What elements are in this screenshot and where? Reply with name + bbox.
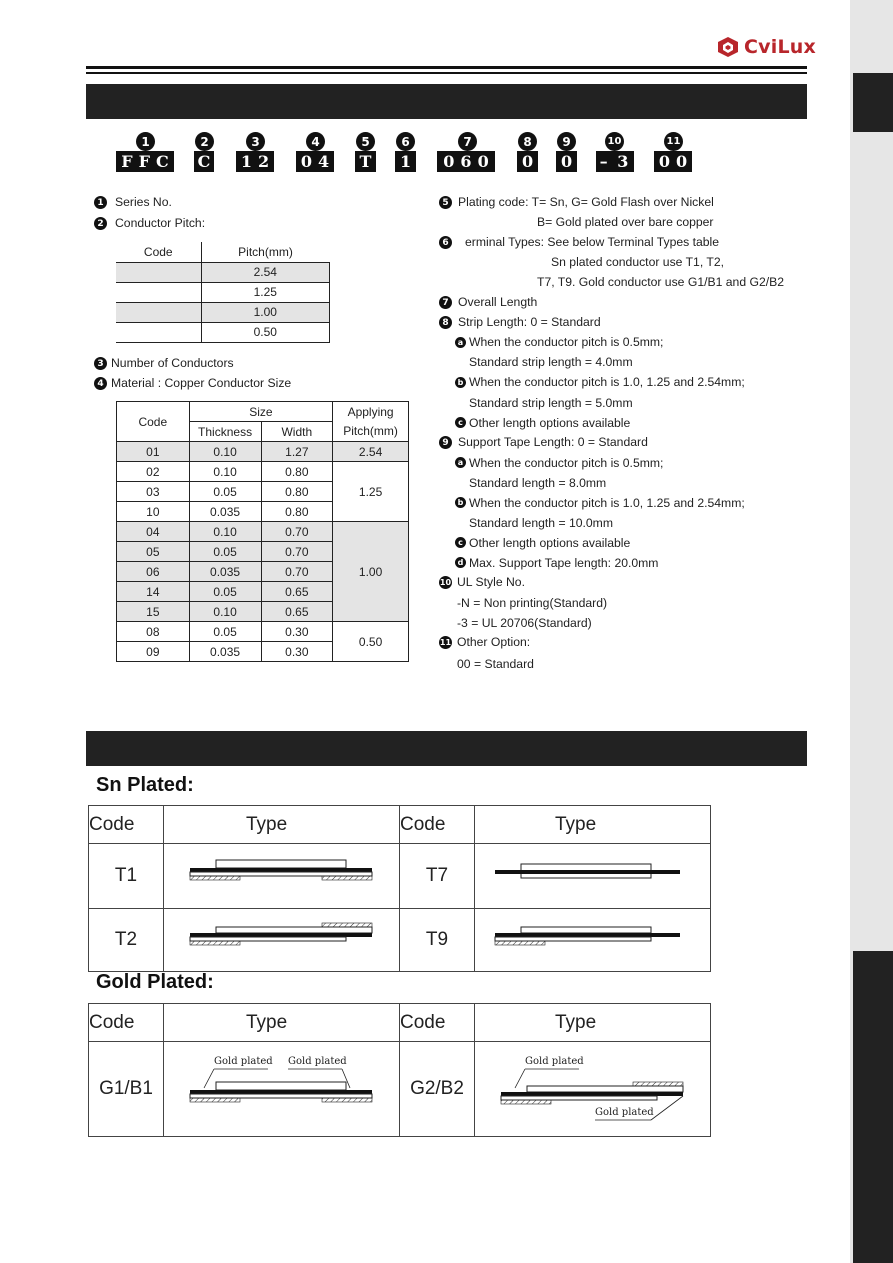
sub-marker-c: c bbox=[455, 537, 466, 548]
size-row-code: 06 bbox=[117, 562, 190, 582]
other-option-label: Other Option: bbox=[457, 635, 531, 649]
support-b-line1: When the conductor pitch is 1.0, 1.25 and 2.54mm; bbox=[469, 496, 745, 510]
pn-index-11: 11 bbox=[664, 132, 683, 151]
size-row-width: 0.65 bbox=[261, 582, 333, 602]
marker-8: 8 bbox=[439, 316, 452, 329]
size-pitch-group: 0.50 bbox=[333, 622, 409, 662]
size-row-width: 0.30 bbox=[261, 642, 333, 662]
pn-index-6: 6 bbox=[396, 132, 415, 151]
brand-hexagon-icon bbox=[717, 37, 739, 57]
gold-th-type-1: Type bbox=[164, 1004, 400, 1042]
ordering-info-bar bbox=[86, 84, 807, 119]
brand-name: CviLux bbox=[744, 36, 816, 58]
marker-7: 7 bbox=[439, 296, 452, 309]
marker-3: 3 bbox=[94, 357, 107, 370]
support-tape-label: Support Tape Length: 0 = Standard bbox=[458, 435, 648, 449]
pn-index-7: 7 bbox=[458, 132, 477, 151]
sn-code-t1: T1 bbox=[89, 844, 164, 909]
conductor-pitch-label: Conductor Pitch: bbox=[115, 216, 206, 230]
size-row-thickness: 0.05 bbox=[189, 582, 261, 602]
pn-segment-10: – 3 bbox=[596, 151, 634, 172]
pitch-code-cell bbox=[116, 322, 201, 342]
size-row-thickness: 0.05 bbox=[189, 622, 261, 642]
pitch-value-cell: 1.25 bbox=[201, 282, 330, 302]
sn-th-type-2: Type bbox=[475, 806, 711, 844]
other-option-1: 00 = Standard bbox=[457, 657, 534, 671]
size-row-thickness: 0.10 bbox=[189, 522, 261, 542]
pn-segment-11: 00 bbox=[654, 151, 692, 172]
series-no-label: Series No. bbox=[115, 195, 172, 209]
size-row-thickness: 0.035 bbox=[189, 502, 261, 522]
brand-logo bbox=[717, 36, 816, 58]
gold-diagram-g2b2 bbox=[475, 1042, 711, 1137]
strip-b-line2: Standard strip length = 5.0mm bbox=[469, 396, 633, 410]
size-row-code: 15 bbox=[117, 602, 190, 622]
pn-segment-9: 0 bbox=[556, 151, 577, 172]
support-b-line2: Standard length = 10.0mm bbox=[469, 516, 613, 530]
gold-th-type-2: Type bbox=[475, 1004, 711, 1042]
terminal-t1-diagram bbox=[164, 844, 399, 902]
size-row-code: 10 bbox=[117, 502, 190, 522]
support-a-line1: When the conductor pitch is 0.5mm; bbox=[469, 456, 664, 470]
terminal-g1b1-diagram bbox=[164, 1042, 399, 1136]
ul-option-1: -N = Non printing(Standard) bbox=[457, 596, 608, 610]
terminal-t7-diagram bbox=[475, 844, 710, 902]
size-row-width: 0.80 bbox=[261, 482, 333, 502]
section-tab-upper bbox=[853, 73, 893, 132]
gold-code-g1b1: G1/B1 bbox=[89, 1042, 164, 1137]
pn-index-8: 8 bbox=[518, 132, 537, 151]
size-row-code: 04 bbox=[117, 522, 190, 542]
sn-diagram-t7 bbox=[475, 844, 711, 909]
size-pitch-group: 2.54 bbox=[333, 442, 409, 462]
sn-th-code-1: Code bbox=[89, 806, 164, 844]
marker-10: 10 bbox=[439, 578, 452, 587]
terminal-t9-diagram bbox=[475, 909, 710, 965]
size-row-width: 0.70 bbox=[261, 522, 333, 542]
pn-index-9: 9 bbox=[557, 132, 576, 151]
marker-9: 9 bbox=[439, 436, 452, 449]
marker-2: 2 bbox=[94, 217, 107, 230]
pitch-value-cell: 0.50 bbox=[201, 322, 330, 342]
terminal-types-bar bbox=[86, 731, 807, 766]
size-row-thickness: 0.05 bbox=[189, 542, 261, 562]
size-th-code: Code bbox=[117, 402, 190, 442]
pn-segment-7: 060 bbox=[437, 151, 495, 172]
size-row-width: 1.27 bbox=[261, 442, 333, 462]
gold-plated-label: Gold plated bbox=[525, 1056, 584, 1067]
pitch-value-cell: 2.54 bbox=[201, 262, 330, 282]
size-row-width: 0.80 bbox=[261, 462, 333, 482]
section-tab-lower bbox=[853, 951, 893, 1263]
size-row-code: 14 bbox=[117, 582, 190, 602]
size-row-thickness: 0.10 bbox=[189, 462, 261, 482]
pn-index-4: 4 bbox=[306, 132, 325, 151]
sn-diagram-t2 bbox=[164, 909, 400, 972]
gold-terminal-table bbox=[88, 1003, 711, 1137]
terminal-t2-diagram bbox=[164, 909, 399, 965]
sub-marker-a: a bbox=[455, 337, 466, 348]
sub-marker-c: c bbox=[455, 417, 466, 428]
support-c-line1: Other length options available bbox=[469, 536, 631, 550]
pn-index-1: 1 bbox=[136, 132, 155, 151]
support-d-line1: Max. Support Tape length: 20.0mm bbox=[469, 556, 659, 570]
support-a-line2: Standard length = 8.0mm bbox=[469, 476, 607, 490]
terminal-g2b2-diagram bbox=[475, 1042, 710, 1136]
sn-terminal-table bbox=[88, 805, 711, 972]
size-row-thickness: 0.035 bbox=[189, 562, 261, 582]
sn-diagram-t1 bbox=[164, 844, 400, 909]
sub-marker-d: d bbox=[455, 557, 466, 568]
sn-code-t2: T2 bbox=[89, 909, 164, 972]
gold-code-g2b2: G2/B2 bbox=[400, 1042, 475, 1137]
material-label: Material : Copper Conductor Size bbox=[111, 376, 292, 390]
plating-code-line1: Plating code: T= Sn, G= Gold Flash over Nickel bbox=[458, 195, 714, 209]
size-row-width: 0.70 bbox=[261, 542, 333, 562]
pn-segment-1: FFC bbox=[116, 151, 174, 172]
sn-code-t7: T7 bbox=[400, 844, 475, 909]
conductor-size-table bbox=[116, 401, 409, 662]
size-row-thickness: 0.035 bbox=[189, 642, 261, 662]
size-row-thickness: 0.10 bbox=[189, 602, 261, 622]
size-row-thickness: 0.10 bbox=[189, 442, 261, 462]
strip-b-line1: When the conductor pitch is 1.0, 1.25 and 2.54mm; bbox=[469, 375, 745, 389]
pn-index-10: 10 bbox=[605, 132, 624, 151]
plating-code-line2: B= Gold plated over bare copper bbox=[537, 215, 714, 229]
pitch-table bbox=[116, 242, 330, 343]
pn-index-2: 2 bbox=[195, 132, 214, 151]
pitch-code-cell bbox=[116, 302, 201, 322]
pn-segment-6: 1 bbox=[395, 151, 416, 172]
pitch-code-cell bbox=[116, 282, 201, 302]
gold-plated-label: Gold plated bbox=[595, 1107, 654, 1118]
overall-length-label: Overall Length bbox=[458, 295, 538, 309]
size-row-code: 03 bbox=[117, 482, 190, 502]
marker-1: 1 bbox=[94, 196, 107, 209]
ul-option-2: -3 = UL 20706(Standard) bbox=[457, 616, 592, 630]
size-row-width: 0.65 bbox=[261, 602, 333, 622]
gold-diagram-g1b1 bbox=[164, 1042, 400, 1137]
sn-plated-title: Sn Plated: bbox=[96, 774, 194, 796]
pn-index-3: 3 bbox=[246, 132, 265, 151]
size-row-code: 09 bbox=[117, 642, 190, 662]
marker-11: 11 bbox=[439, 638, 452, 647]
pn-segment-8: 0 bbox=[517, 151, 538, 172]
size-row-thickness: 0.05 bbox=[189, 482, 261, 502]
sn-code-t9: T9 bbox=[400, 909, 475, 972]
marker-4: 4 bbox=[94, 377, 107, 390]
size-th-pitch: Pitch(mm) bbox=[333, 422, 409, 442]
gold-plated-label: Gold plated bbox=[214, 1056, 273, 1067]
sub-marker-a: a bbox=[455, 457, 466, 468]
sn-th-code-2: Code bbox=[400, 806, 475, 844]
header-rule-thin bbox=[86, 72, 807, 74]
size-th-width: Width bbox=[261, 422, 333, 442]
size-th-size: Size bbox=[189, 402, 333, 422]
size-pitch-group: 1.00 bbox=[333, 522, 409, 622]
pitch-th-pitch: Pitch(mm) bbox=[201, 242, 330, 262]
size-row-code: 02 bbox=[117, 462, 190, 482]
gold-plated-title: Gold Plated: bbox=[96, 971, 214, 993]
pn-segment-5: T bbox=[355, 151, 376, 172]
size-th-applying: Applying bbox=[333, 402, 409, 422]
gold-th-code-1: Code bbox=[89, 1004, 164, 1042]
strip-a-line2: Standard strip length = 4.0mm bbox=[469, 355, 633, 369]
terminal-types-line1: erminal Types: See below Terminal Types table bbox=[465, 235, 720, 249]
strip-a-line1: When the conductor pitch is 0.5mm; bbox=[469, 335, 664, 349]
size-row-width: 0.30 bbox=[261, 622, 333, 642]
marker-5: 5 bbox=[439, 196, 452, 209]
sub-marker-b: b bbox=[455, 377, 466, 388]
gold-th-code-2: Code bbox=[400, 1004, 475, 1042]
sn-th-type-1: Type bbox=[164, 806, 400, 844]
size-pitch-group: 1.25 bbox=[333, 462, 409, 522]
strip-c-line1: Other length options available bbox=[469, 416, 631, 430]
pitch-th-code: Code bbox=[116, 242, 201, 262]
size-row-code: 01 bbox=[117, 442, 190, 462]
size-row-width: 0.80 bbox=[261, 502, 333, 522]
pn-index-5: 5 bbox=[356, 132, 375, 151]
size-th-thickness: Thickness bbox=[189, 422, 261, 442]
terminal-types-line3: T7, T9. Gold conductor use G1/B1 and G2/B2 bbox=[537, 275, 785, 289]
ul-style-label: UL Style No. bbox=[457, 575, 525, 589]
strip-length-label: Strip Length: 0 = Standard bbox=[458, 315, 601, 329]
size-row-code: 05 bbox=[117, 542, 190, 562]
sn-diagram-t9 bbox=[475, 909, 711, 972]
sub-marker-b: b bbox=[455, 497, 466, 508]
pitch-code-cell bbox=[116, 262, 201, 282]
marker-6: 6 bbox=[439, 236, 452, 249]
size-row-width: 0.70 bbox=[261, 562, 333, 582]
header-rule bbox=[86, 66, 807, 69]
gold-plated-label: Gold plated bbox=[288, 1056, 347, 1067]
pn-segment-4: 04 bbox=[296, 151, 334, 172]
pitch-value-cell: 1.00 bbox=[201, 302, 330, 322]
pn-segment-2: C bbox=[194, 151, 214, 172]
pn-segment-3: 12 bbox=[236, 151, 274, 172]
size-row-code: 08 bbox=[117, 622, 190, 642]
number-of-conductors-label: Number of Conductors bbox=[111, 356, 234, 370]
terminal-types-line2: Sn plated conductor use T1, T2, bbox=[551, 255, 724, 269]
